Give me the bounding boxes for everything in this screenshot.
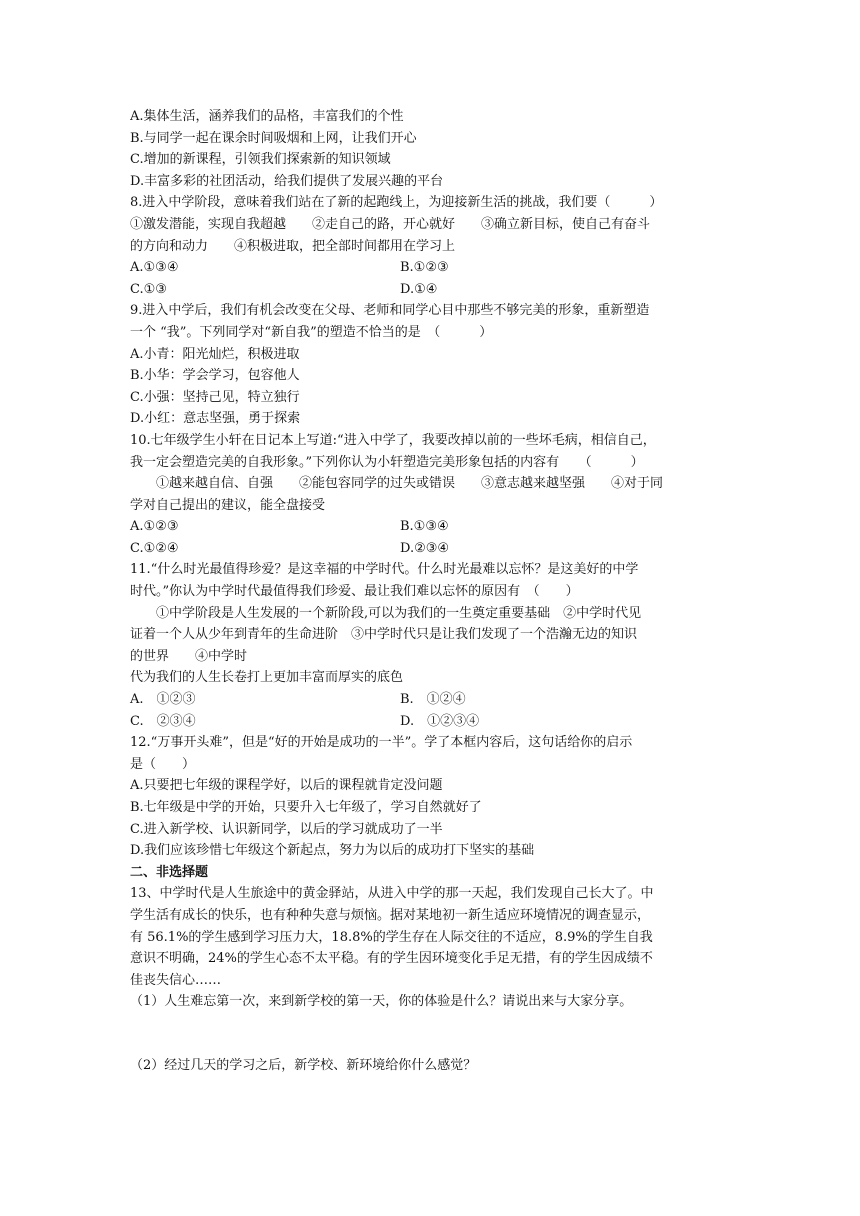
q10-options-row1 — [130, 516, 730, 538]
q11-options-row1 — [130, 689, 730, 711]
q13-line4: 意识不明确，24%的学生心态不太平稳。有的学生因环境变化手足无措，有的学生因成绩不 — [130, 951, 653, 967]
q11-options-row2 — [130, 711, 730, 733]
q10-stem-line1: 10.七年级学生小轩在日记本上写道:“进入中学了，我要改掉以前的一些坏毛病，相信自己， — [130, 432, 656, 448]
q12-stem-line2: 是（ ） — [130, 756, 196, 772]
q12-option-b: B.七年级是中学的开始，只要升入七年级了，学习自然就好了 — [130, 800, 482, 815]
section-2-heading: 二、非选择题 — [130, 864, 209, 880]
q13-line2: 学生活有成长的快乐，也有种种失意与烦恼。据对某地初一新生适应环境情况的调查显示， — [130, 907, 651, 923]
q11-items-line1: ①中学阶段是人生发展的一个新阶段,可以为我们的一生奠定重要基础 ②中学时代见 — [156, 605, 642, 621]
q11-items-line4: 代为我们的人生长卷打上更加丰富而厚实的底色 — [130, 670, 404, 686]
q9-stem-line2: 一个 “我”。下列同学对“新自我”的塑造不恰当的是 （ ） — [130, 324, 493, 340]
q7-option-c: C.增加的新课程，引领我们探索新的知识领域 — [130, 152, 391, 168]
q9-option-c: C.小强：坚持己见，特立独行 — [130, 389, 300, 405]
q8-option-a: A.①③④ — [130, 260, 179, 276]
q7-option-a: A.集体生活，涵养我们的品格，丰富我们的个性 — [130, 109, 404, 124]
q8-items-line1: ①激发潜能，实现自我超越 ②走自己的路，开心就好 ③确立新目标，使自己有奋斗 — [130, 216, 651, 232]
q8-items-line2: 的方向和动力 ④积极进取，把全部时间都用在学习上 — [130, 238, 456, 254]
q8-options-row1 — [130, 257, 730, 279]
question-10 — [130, 430, 730, 560]
q11-items-line3: 的世界 ④中学时 — [130, 648, 248, 664]
q8-option-b: B.①②③ — [400, 260, 449, 276]
q8-stem: 8.进入中学阶段，意味着我们站在了新的起跑线上，为迎接新生活的挑战，我们要（ ） — [130, 195, 663, 211]
q10-options-row2 — [130, 538, 730, 560]
q10-option-a: A.①②③ — [130, 519, 179, 535]
q13-subquestion-2: （2）经过几天的学习之后，新学校、新环境给你什么感觉？ — [130, 1057, 477, 1073]
question-13 — [130, 883, 730, 1076]
q9-stem-line1: 9.进入中学后，我们有机会改变在父母、老师和同学心目中那些不够完美的形象，重新塑造 — [130, 303, 650, 319]
q8-option-c: C.①③ — [130, 281, 167, 297]
q12-stem-line1: 12.“万事开头难”，但是“好的开始是成功的一半”。学了本框内容后，这句话给你的启示 — [130, 735, 633, 751]
q7-option-d: D.丰富多彩的社团活动，给我们提供了发展兴趣的平台 — [130, 173, 444, 189]
q10-items-line2: 学对自己提出的建议，能全盘接受 — [130, 497, 326, 513]
q11-option-b: B. ①②④ — [400, 692, 466, 708]
q12-option-c: C.进入新学校、认识新同学，以后的学习就成功了一半 — [130, 821, 443, 837]
q9-option-b: B.小华：学会学习，包容他人 — [130, 368, 300, 384]
q8-option-d: D.①④ — [400, 281, 438, 297]
q9-option-a: A.小青：阳光灿烂，积极进取 — [130, 346, 300, 362]
question-9 — [130, 300, 730, 430]
answer-space-1[interactable] — [130, 1013, 730, 1055]
q13-line5: 佳丧失信心…… — [130, 972, 222, 988]
q12-option-a: A.只要把七年级的课程学好，以后的课程就肯定没问题 — [130, 778, 443, 794]
q11-option-d: D. ①②③④ — [400, 713, 480, 729]
question-12 — [130, 732, 730, 862]
q13-line1: 13、中学时代是人生旅途中的黄金驿站，从进入中学的那一天起，我们发现自己长大了。中 — [130, 886, 654, 902]
q8-options-row2 — [130, 279, 730, 301]
q12-option-d: D.我们应该珍惜七年级这个新起点，努力为以后的成功打下坚实的基础 — [130, 843, 535, 859]
q11-items-line2: 证着一个人从少年到青年的生命进阶 ③中学时代只是让我们发现了一个浩瀚无边的知识 — [130, 627, 638, 643]
exam-page — [130, 106, 730, 1077]
q11-stem-line2: 时代。”你认为中学时代最值得我们珍爱、最让我们难以忘怀的原因有 （ ） — [130, 584, 579, 600]
q9-option-d: D.小红：意志坚强，勇于探索 — [130, 411, 301, 427]
q10-option-d: D.②③④ — [400, 540, 450, 556]
q13-line3: 有 56.1%的学生感到学习压力大，18.8%的学生存在人际交往的不适应，8.9%的学生自我 — [130, 929, 653, 945]
q13-subquestion-1: （1）人生难忘第一次，来到新学校的第一天，你的体验是什么？请说出来与大家分享。 — [130, 994, 633, 1010]
q11-stem-line1: 11.“什么时光最值得珍爱？是这幸福的中学时代。什么时光最难以忘怀？是这美好的中学 — [130, 562, 639, 578]
q10-stem-line2: 我一定会塑造完美的自我形象。”下列你认为小轩塑造完美形象包括的内容有 （ ） — [130, 454, 644, 470]
question-11 — [130, 559, 730, 732]
q11-option-c: C. ②③④ — [130, 713, 196, 729]
question-7-options — [130, 106, 730, 192]
q10-items-line1: ①越来越自信、自强 ②能包容同学的过失或错误 ③意志越来越坚强 ④对于同 — [156, 476, 664, 492]
q7-option-b: B.与同学一起在课余时间吸烟和上网，让我们开心 — [130, 130, 417, 146]
q10-option-c: C.①②④ — [130, 540, 179, 556]
question-8 — [130, 192, 730, 300]
q11-option-a: A. ①②③ — [130, 692, 196, 708]
q10-option-b: B.①③④ — [400, 519, 449, 535]
